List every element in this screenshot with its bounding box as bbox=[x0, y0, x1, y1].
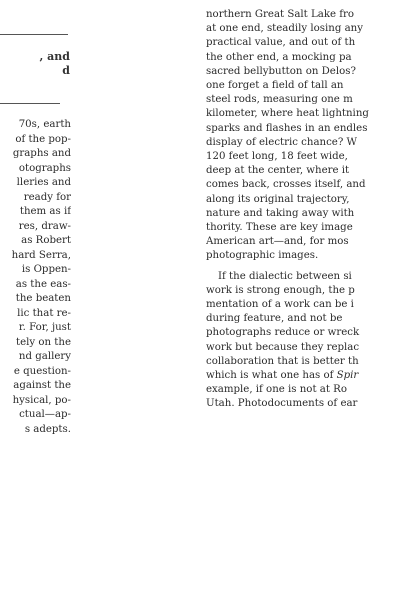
text-line: photographs reduce or wreck bbox=[206, 327, 360, 339]
text-line: thority. These are key image bbox=[206, 222, 353, 234]
text-line: ctual—ap- bbox=[19, 409, 71, 420]
text-line: work but because they replac bbox=[206, 341, 360, 353]
text-line: hysical, po- bbox=[12, 394, 71, 406]
left-text-column bbox=[0, 118, 71, 437]
text-line: sparks and flashes in an endles bbox=[206, 122, 368, 134]
text-line: the beaten bbox=[15, 293, 71, 304]
text-line: Utah. Photodocuments of ear bbox=[206, 398, 358, 410]
text-line: photographic images. bbox=[206, 250, 319, 262]
text-line: is Oppen- bbox=[21, 264, 71, 275]
text-line: as Robert bbox=[21, 235, 71, 246]
text-line: 70s, earth bbox=[18, 119, 71, 130]
section-heading bbox=[0, 50, 70, 78]
text-line: practical value, and out of th bbox=[206, 37, 356, 49]
heading-line-2: d bbox=[62, 64, 70, 77]
text-line: kilometer, where heat lightning bbox=[206, 108, 369, 120]
text-line: s adepts. bbox=[24, 423, 71, 435]
text-line: graphs and bbox=[12, 148, 71, 159]
text-line: nd gallery bbox=[18, 351, 71, 362]
paragraph-1 bbox=[206, 8, 400, 264]
text-line: during feature, and not be bbox=[206, 313, 343, 325]
text-line: lleries and bbox=[16, 177, 71, 188]
text-line: If the dialectic between si bbox=[218, 270, 352, 282]
top-rule bbox=[0, 34, 68, 35]
paragraph-2 bbox=[206, 270, 400, 412]
text-line: mentation of a work can be i bbox=[206, 299, 354, 311]
text-line: r. For, just bbox=[18, 322, 71, 333]
text-line: of the pop- bbox=[15, 133, 71, 145]
italic-title: Spir bbox=[336, 370, 359, 382]
text-line: as the eas- bbox=[15, 278, 71, 290]
text-line: along its original trajectory, bbox=[206, 193, 350, 205]
text-line: collaboration that is better th bbox=[206, 355, 359, 367]
text-line: one forget a field of tall an bbox=[206, 80, 344, 92]
heading-rule bbox=[0, 103, 60, 104]
text-line: deep at the center, where it bbox=[206, 165, 350, 177]
text-line: sacred bellybutton on Delos? bbox=[206, 65, 356, 77]
text-line: northern Great Salt Lake fro bbox=[206, 9, 355, 20]
text-line: hard Serra, bbox=[11, 249, 71, 261]
heading-line-1: , and bbox=[39, 50, 70, 63]
text-line: against the bbox=[13, 380, 71, 391]
text-line: steel rods, measuring one m bbox=[206, 94, 353, 106]
text-line: ready for bbox=[23, 191, 71, 203]
text-line: at one end, steadily losing any bbox=[206, 23, 364, 35]
text-line: e question- bbox=[13, 365, 71, 377]
text-line: American art—and, for mos bbox=[206, 236, 349, 248]
text-line: tely on the bbox=[16, 336, 71, 348]
text-line: otographs bbox=[18, 162, 71, 174]
text-line: display of electric chance? W bbox=[206, 136, 357, 148]
text-span: which is what one has of bbox=[206, 370, 337, 382]
text-line: res, draw- bbox=[18, 220, 71, 232]
text-line bbox=[206, 369, 400, 383]
text-line: work is strong enough, the p bbox=[206, 284, 355, 296]
text-line: comes back, crosses itself, and bbox=[206, 179, 366, 191]
text-line: 120 feet long, 18 feet wide, bbox=[206, 151, 348, 163]
text-line: the other end, a mocking pa bbox=[206, 51, 352, 63]
right-text-column bbox=[206, 8, 400, 412]
text-line: lic that re- bbox=[17, 307, 71, 319]
text-line: nature and taking away with bbox=[206, 207, 355, 219]
text-line: them as if bbox=[19, 206, 71, 217]
text-line: example, if one is not at Ro bbox=[206, 384, 347, 396]
